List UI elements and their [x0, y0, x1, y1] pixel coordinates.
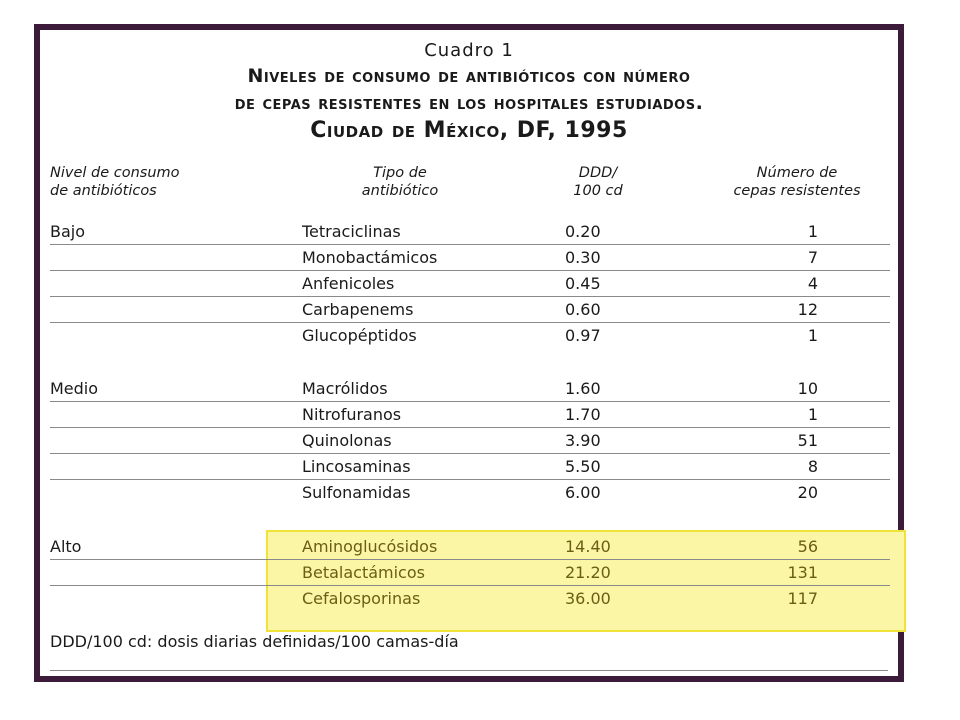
table-title: [54, 63, 884, 144]
ddd-cell: 3.90: [565, 431, 601, 450]
type-cell: Monobactámicos: [302, 248, 438, 267]
resistant-cell: 131: [787, 563, 818, 582]
table-row: [50, 245, 890, 271]
type-cell: Glucopéptidos: [302, 326, 417, 345]
header-resistant-line2: cepas resistentes: [733, 183, 861, 199]
table-row: [50, 323, 890, 349]
ddd-cell: 1.70: [565, 405, 601, 424]
header-resistant-line1: Número de: [756, 165, 838, 181]
resistant-cell: 117: [787, 589, 818, 608]
table-row: [50, 402, 890, 428]
header-type-line1: Tipo de: [373, 165, 427, 181]
level-cell: Alto: [50, 537, 82, 556]
ddd-cell: 21.20: [565, 563, 611, 582]
resistant-cell: 12: [797, 300, 818, 319]
type-cell: Lincosaminas: [302, 457, 411, 476]
table-row: [50, 454, 890, 480]
resistant-cell: 8: [807, 457, 818, 476]
ddd-cell: 0.60: [565, 300, 601, 319]
ddd-cell: 36.00: [565, 589, 611, 608]
table-row: [50, 586, 890, 612]
level-cell: Medio: [50, 379, 99, 398]
type-cell: Tetraciclinas: [302, 222, 401, 241]
ddd-cell: 5.50: [565, 457, 601, 476]
resistant-cell: 1: [807, 405, 818, 424]
ddd-cell: 0.30: [565, 248, 601, 267]
header-ddd: [548, 164, 648, 200]
title-line-1: Niveles de consumo de antibióticos con número: [247, 65, 691, 87]
resistant-cell: 1: [807, 326, 818, 345]
header-level: [50, 164, 180, 200]
table-row: [50, 428, 890, 454]
resistant-cell: 1: [807, 222, 818, 241]
type-cell: Aminoglucósidos: [302, 537, 438, 556]
ddd-cell: 0.97: [565, 326, 601, 345]
level-cell: Bajo: [50, 222, 86, 241]
ddd-cell: 0.20: [565, 222, 601, 241]
header-ddd-line2: 100 cd: [573, 183, 623, 199]
title-line-2: de cepas resistentes en los hospitales estudiados.: [234, 92, 704, 114]
header-type: [340, 164, 460, 200]
table-row: [50, 297, 890, 323]
resistant-cell: 4: [807, 274, 818, 293]
table-row: [50, 534, 890, 560]
type-cell: Sulfonamidas: [302, 483, 411, 502]
header-level-line1: Nivel de consumo: [50, 165, 180, 181]
ddd-cell: 6.00: [565, 483, 601, 502]
table-row: [50, 560, 890, 586]
header-ddd-line1: DDD/: [578, 165, 618, 181]
header-resistant: [704, 164, 890, 200]
table-row: [50, 219, 890, 245]
type-cell: Betalactámicos: [302, 563, 425, 582]
table-caption: Cuadro 1: [424, 40, 514, 61]
slide-frame: [34, 24, 904, 682]
header-type-line2: antibiótico: [361, 183, 439, 199]
resistant-cell: 10: [797, 379, 818, 398]
type-cell: Nitrofuranos: [302, 405, 402, 424]
type-cell: Carbapenems: [302, 300, 414, 319]
type-cell: Macrólidos: [302, 379, 388, 398]
title-line-3: Ciudad de México, DF, 1995: [310, 118, 628, 143]
ddd-cell: 14.40: [565, 537, 611, 556]
header-level-line2: de antibióticos: [50, 183, 157, 199]
table-row: [50, 271, 890, 297]
ddd-cell: 1.60: [565, 379, 601, 398]
type-cell: Cefalosporinas: [302, 589, 421, 608]
resistant-cell: 56: [797, 537, 818, 556]
table-row: [50, 480, 890, 506]
ddd-cell: 0.45: [565, 274, 601, 293]
resistant-cell: 20: [797, 483, 818, 502]
footnote: DDD/100 cd: dosis diarias definidas/100 camas-día: [50, 632, 459, 651]
table-row: [50, 376, 890, 402]
resistant-cell: 7: [807, 248, 818, 267]
resistant-cell: 51: [797, 431, 818, 450]
type-cell: Quinolonas: [302, 431, 392, 450]
bottom-divider: [50, 670, 888, 671]
type-cell: Anfenicoles: [302, 274, 395, 293]
